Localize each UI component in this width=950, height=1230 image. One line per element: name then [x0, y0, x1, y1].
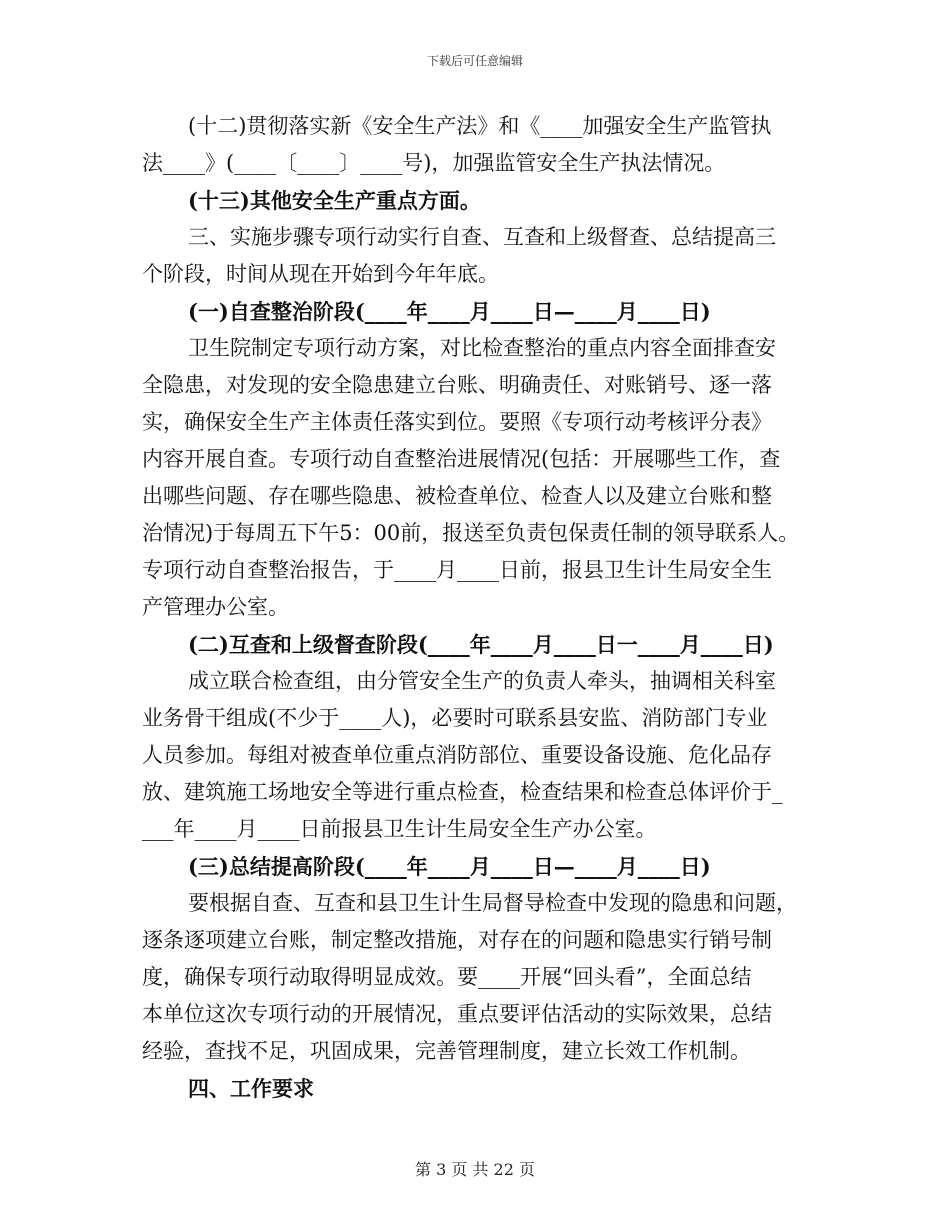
section-heading: 四、工作要求: [188, 1076, 314, 1101]
document-body: [142, 108, 822, 1107]
paragraph-line: 业务骨干组成(不少于____人)，必要时可联系县安监、消防部门专业: [142, 706, 768, 730]
paragraph-line: 实，确保安全生产主体责任落实到位。要照《专项行动考核评分表》: [142, 410, 772, 434]
paragraph-line: 放、建筑施工场地安全等进行重点检查，检查结果和检查总体评价于_: [142, 780, 783, 804]
paragraph-line: 全隐患，对发现的安全隐患建立台账、明确责任、对账销号、逐一落: [142, 373, 772, 397]
section-heading: (二)互查和上级督查阶段(____年____月____日一____月____日): [188, 632, 774, 657]
paragraph-line: (十二)贯彻落实新《安全生产法》和《____加强安全生产监管执: [188, 114, 772, 138]
section-heading: (三)总结提高阶段(____年____月____日—____月____日): [188, 854, 711, 879]
paragraph-line: 逐条逐项建立台账，制定整改措施，对存在的问题和隐患实行销号制: [142, 928, 772, 952]
paragraph-line: 治情况)于每周五下午5：00前，报送至负责包保责任制的领导联系人。: [142, 521, 800, 545]
paragraph-line: 人员参加。每组对被查单位重点消防部位、重要设备设施、危化品存: [142, 743, 772, 767]
paragraph-line: 产管理办公室。: [142, 595, 289, 619]
paragraph-line: 成立联合检查组，由分管安全生产的负责人牵头，抽调相关科室: [188, 669, 776, 693]
paragraph-line: 度，确保专项行动取得明显成效。要____开展“回头看”，全面总结: [142, 965, 752, 989]
section-heading: (十三)其他安全生产重点方面。: [188, 188, 481, 213]
section-heading: (一)自查整治阶段(____年____月____日—____月____日): [188, 299, 711, 324]
page-header: 下载后可任意编辑: [426, 54, 523, 68]
paragraph-line: 要根据自查、互查和县卫生计生局督导检查中发现的隐患和问题，: [188, 891, 797, 915]
paragraph-line: 法____》(____〔____〕____号)，加强监管安全生产执法情况。: [142, 151, 726, 175]
paragraph-line: 出哪些问题、存在哪些隐患、被检查单位、检查人以及建立台账和整: [142, 484, 772, 508]
paragraph-line: 三、实施步骤专项行动实行自查、互查和上级督查、总结提高三: [188, 225, 776, 249]
paragraph-line: 经验，查找不足，巩固成果，完善管理制度，建立长效工作机制。: [142, 1039, 751, 1063]
paragraph-line: 卫生院制定专项行动方案，对比检查整治的重点内容全面排查安: [188, 336, 776, 360]
paragraph-line: ___年____月____日前报县卫生计生局安全生产办公室。: [142, 817, 657, 841]
paragraph-line: 内容开展自查。专项行动自查整治进展情况(包括：开展哪些工作，查: [142, 447, 781, 471]
page-footer: 第 3 页 共 22 页: [415, 1160, 535, 1179]
paragraph-line: 个阶段，时间从现在开始到今年年底。: [142, 262, 499, 286]
paragraph-line: 本单位这次专项行动的开展情况，重点要评估活动的实际效果，总结: [142, 1002, 772, 1026]
paragraph-line: 专项行动自查整治报告，于____月____日前，报县卫生计生局安全生: [142, 558, 772, 582]
